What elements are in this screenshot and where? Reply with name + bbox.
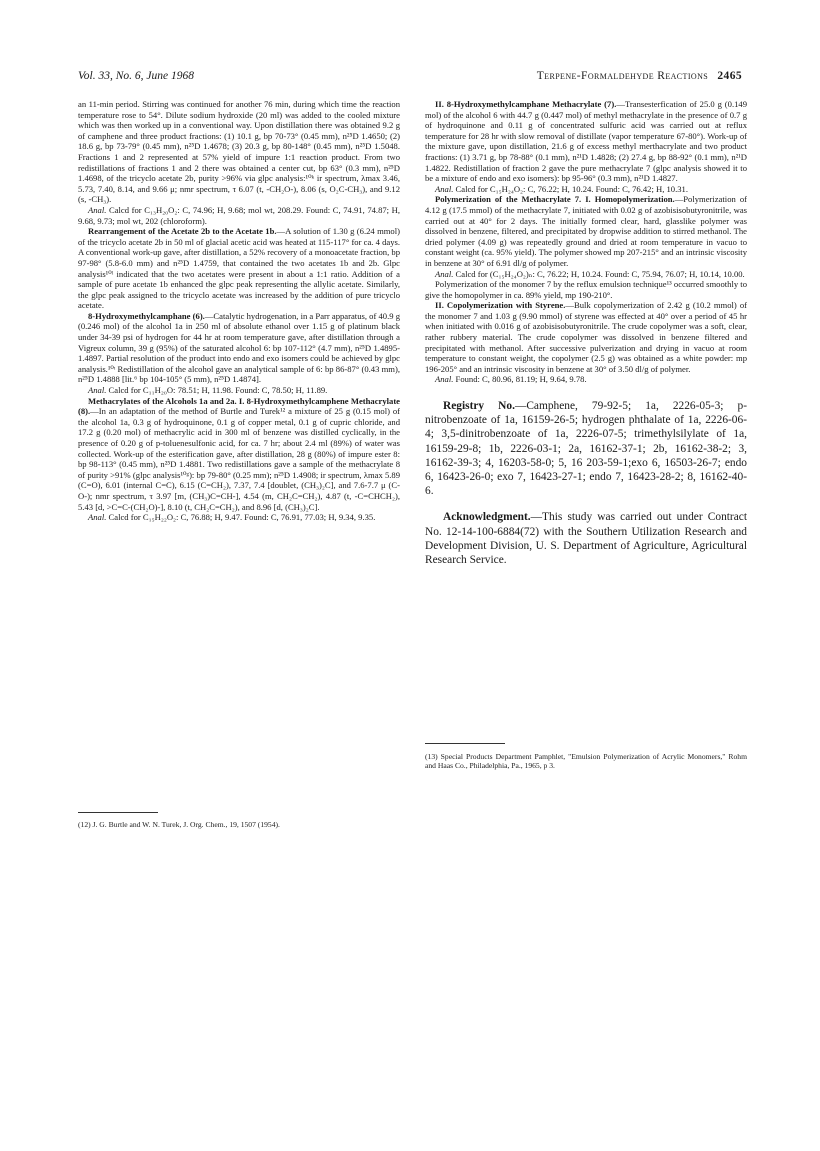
footnote-13: (13) Special Products Department Pamphlet, "Emulsion Polymerization of Acrylic Monomers," Rohm and Haas Co., Philadelphia, Pa., 1965, p 3. [425,752,747,771]
section-heading: II. Copolymerization with Styrene. [435,300,566,311]
registry-heading: Registry No. [443,400,515,413]
paragraph: Polymerization of the monomer 7 by the reflux emulsion technique¹³ occurred smoothly to give the homopolymer in ca. 89% yield, mp 190-210°. [425,279,747,300]
section-paragraph: 8-Hydroxymethylcamphane (6).—Catalytic hydrogenation, in a Parr apparatus, of 40.9 g (0.246 mol) of the alcohol 1a in 250 ml of absolute ethanol over 1.15 g of platinum black under 34-39 psi of hydrogen for 44 hr at room temperature gave, after distillation through a Vigreux column, 39 g (95%) of the saturated alcohol 6: bp 107-112° (4.7 mm), n²⁵D 1.4895-1.4897. Partial resolution of the product into endo and exo isomers could be achieved by glpc analysis.¹⁰ᶦ Redistillation of the alcohol gave an analytical sample of 6: bp 86-87° (0.43 mm), n²⁵D 1.4888 [lit.⁶ bp 104-105° (5 mm), n²⁵D 1.4874]. [78,310,400,385]
left-column [78,99,400,523]
running-title: Terpene-Formaldehyde Reactions [536,70,709,82]
analysis-paragraph: Anal. Calcd for (C₁₅H₂₄O₂)ₙ: C, 76.22; H, 10.24. Found: C, 75.94, 76.07; H, 10.14, 10.00. [435,268,745,279]
section-heading: Polymerization of the Methacrylate 7. I. Homopolymerization. [435,194,675,205]
page-number: 2465 [717,70,742,82]
analysis-paragraph: Anal. Calcd for C₁₅H₂₄O₂: C, 76.22; H, 10.24. Found: C, 76.42; H, 10.31. [435,183,688,194]
analysis-paragraph: Anal. Calcd for C₁₁H₂₀O: 78.51; H, 11.98. Found: C, 78.50; H, 11.89. [88,385,328,396]
section-paragraph: II. Copolymerization with Styrene.—Bulk copolymerization of 2.42 g (10.2 mmol) of the monomer 7 and 1.03 g (9.90 mmol) of styrene was effected at 40° over a period of 45 hr when initiated with 0.016 g of azobisisobutyronitrile. The crude copolymer was a soft, clear, rather rubbery material. The crude copolymer was dissolved in benzene filtered and precipitated with methanol. After successive pulverization and drying in vacuo at room temperature to constant weight, the copolymer (2.5 g) was obtained as a white powder: mp 196-205° and an intrinsic viscosity in benzene at 30° of 3.50 dl/g of polymer. [425,300,748,374]
footnote-divider [78,812,158,813]
section-heading: 8-Hydroxymethylcamphane (6). [88,310,205,321]
section-paragraph: Rearrangement of the Acetate 2b to the Acetate 1b.—A solution of 1.30 g (6.24 mmol) of the tricyclo acetate 2b in 50 ml of glacial acetic acid was heated at 115-117° for ca. 4 days. A conventional work-up gave, after distillation, a 52% recovery of a monoacetate fraction, bp 97-98° (5.8-6.0 mm) and n²⁵D 1.4759, that contained the two acetates 1b and 2b. Glpc analysis¹⁰ˡ indicated that the two acetates were present in about a 1:1 ratio. Addition of a sample of pure acetate 1b enhanced the glpc peak representing the allylic acetate. Similarly, the glpc peak assigned to the tricyclo acetate was increased by the addition of pure tricyclo acetate. [78,226,400,311]
section-paragraph: Polymerization of the Methacrylate 7. I. Homopolymerization.—Polymerization of 4.12 g (17.5 mmol) of the methacrylate 7, initiated with 0.02 g of azobisisobutyronitrile, was carried out at 40° for 2 days. The initially formed clear, hard, glasslike polymer was dissolved in benzene, filtered, and precipitated by dropwise addition to stirred methanol. The dried polymer (4.09 g) was repeatedly ground and dried at room temperature in vacuo to constant weight (ca. 95% yield). The polymer showed mp 207-215° and an intrinsic viscosity in benzene at 30° of 6.91 dl/g of polymer. [425,194,747,268]
acknowledgment-block [425,510,747,567]
section-paragraph: II. 8-Hydroxymethylcamphane Methacrylate (7).—Transesterfication of 25.0 g (0.149 mol) of the alcohol 6 with 44.7 g (0.447 mol) of methyl methacrylate in the presence of 0.7 g of hydroquinone and 0.11 g of concentrated sulfuric acid was carried out at reflux temperature for 28 hr with slow removal of distillate (vapor temperature 67-80°). Work-up of the mixture gave, upon distillation, 21.6 g of excess methyl merthacrylate and two product fractions: (1) 3.71 g, bp 78-88° (0.1 mm), n²¹D 1.4828; (2) 27.4 g, bp 88-92° (0.1 mm), n²¹D 1.4822. Redistillation of fraction 2 gave the pure methacrylate 7 (glpc analysis showed it to be a mixture of endo and exo isomers): bp 95-96° (0.3 mm), n²¹D 1.4827. [425,99,747,184]
section-heading: Rearrangement of the Acetate 2b to the Acetate 1b. [88,226,277,237]
footnote-12: (12) J. G. Burtle and W. N. Turek, J. Org. Chem., 19, 1507 (1954). [78,820,280,829]
footnote-divider [425,743,505,744]
running-header [78,70,742,88]
registry-paragraph: Registry No.—Camphene, 79-92-5; 1a, 2226-05-3; p-nitrobenzoate of 1a, 16159-26-5; hydrogen phthalate of 1a, 2226-06-4; 3,5-dinitrobenzoate of 1a, 2226-07-5; trimethylsilylate of 1a, 16159-29-8; 1b, 2226-03-1; 2a, 16162-37-1; 2b, 16162-38-2; 3, 16162-39-3; 4, 16203-58-0; 5, 16 203-59-1;exo 6, 16503-26-7; endo 6, 16423-26-0; exo 7, 16423-27-1; endo 7, 16423-28-2; 8, 16162-40-6. [425,400,747,498]
paragraph: an 11-min period. Stirring was continued for another 76 min, during which time the reaction temperature rose to 54°. Dilute sodium hydroxide (20 ml) was added to the cooled mixture which was then worked up in a conventional way. Upon distillation there was obtained 9.2 g of camphene and three product fractions: (1) 10.1 g, bp 70-73° (0.45 mm), n²⁵D 1.4650; (2) 18.6 g, bp 73-79° (0.45 mm), n²⁵D 1.4678; (3) 20.3 g, bp 80-148° (0.45 mm), n²⁵D 1.5048. Fractions 1 and 2 represented at 57% yield of impure 1:1 reaction product. From two redistillations of fractions 1 and 2 there was obtained a center cut, bp 63° (0.3 mm), n²⁵D 1.4698, of the tricyclo acetate 2b, purity >96% via glpc analysis:¹⁰ᵏ ir spectrum, λmax 3.46, 5.73, 7.40, 8.14, and 9.66 μ; nmr spectrum, τ 6.07 (t, -CH₂O-), 8.06 (s, O₂C-CH₃), and 9.12 (s, -CH₃). [78,99,400,205]
acknowledgment-heading: Acknowledgment. [443,511,531,524]
analysis-paragraph: Anal. Found: C, 80.96, 81.19; H, 9.64, 9.78. [435,374,587,385]
running-title-group [537,70,742,82]
right-column [425,99,747,567]
registry-block [425,399,747,498]
journal-volume: Vol. 33, No. 6, June 1968 [78,70,194,82]
section-heading: II. 8-Hydroxymethylcamphane Methacrylate (7). [435,99,617,109]
analysis-paragraph: Anal. Calcd for C₁₅H₂₂O₂: C, 76.88; H, 9.47. Found: C, 76.91, 77.03; H, 9.34, 9.35. [88,512,376,523]
acknowledgment-paragraph: Acknowledgment.—This study was carried out under Contract No. 12-14-100-6884(72) with the Southern Utilization Research and Development Division, U. S. Department of Agriculture, Agricultural Research Service. [425,511,747,567]
section-heading: Methacrylates of the Alcohols 1a and 2a. I. 8-Hydroxymethylcamphene Methacrylate (8). [78,395,400,417]
analysis-paragraph: Anal. Calcd for C₁₃H₂₀O₂: C, 74.96; H, 9.68; mol wt, 208.29. Found: C, 74.91, 74.87; H, 9.68, 9.73; mol wt, 202 (chloroform). [78,204,401,226]
section-paragraph: Methacrylates of the Alcohols 1a and 2a. I. 8-Hydroxymethylcamphene Methacrylate (8).—In an adaptation of the method of Burtle and Turek¹² a mixture of 25 g (0.15 mol) of the alcohol 1a, 0.3 g of hydroquinone, 0.1 g of copper metal, 0.1 g of cupric chloride, and 17.2 g (0.20 mol) of methacrylic acid in 300 ml of benzene was distilled cyclically, in the presence of 0.20 g of p-toluenesulfonic acid, for ca. 7 hr; about 2.4 ml (89%) of water was collected. Work-up of the esterification gave, after distillation, 28 g (80%) of impure ester 8: bp 98-113° (0.45 mm), n²⁵D 1.4881. Two redistillations gave a sample of the methacrylate 8 of purity >91% (glpc analysis¹⁰ᵍ): bp 79-80° (0.25 mm); n²⁵D 1.4908; ir spectrum, λmax 5.89 (C=O), 6.01 (internal C=C), 6.15 (C=CH₂), 7.37, 7.4 [doublet, (CH₃)₂C], and 7.6-7.7 μ (C-O-); nmr spectrum, τ 3.97 [m, (CH₃)C=CH-], 4.54 (m, CH₂C=CH₂), 4.87 (t, -C=CHCH₂), 5.43 [d, >C=C-(CH₂O)-], 8.10 (t, CH₂C=CH₂), and 8.96 [d, (CH₃)₂C]. [78,395,400,512]
